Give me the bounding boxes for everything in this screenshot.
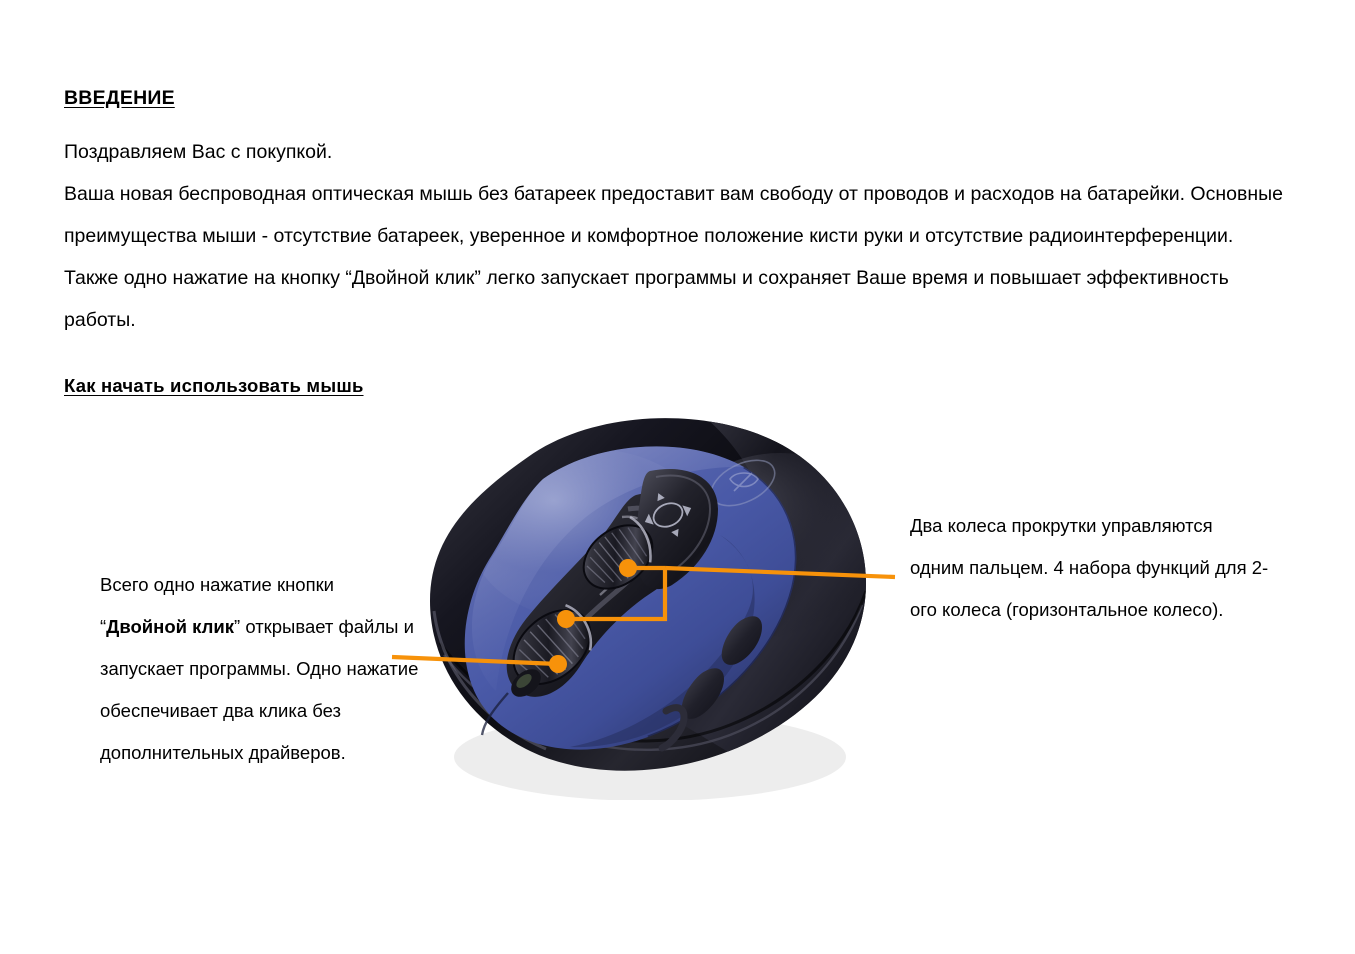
callout-left-part1: Всего одно нажатие кнопки “ [100, 573, 335, 637]
callout-right-scroll-wheels: Два колеса прокрутки управляются одним пальцем. 4 набора функций для 2-ого колеса (горизонтальное колесо). [910, 514, 1269, 620]
greeting-paragraph: Поздравляем Вас с покупкой. [64, 140, 333, 163]
mouse-product-image [400, 405, 900, 800]
callout-left-part2: ” открывает файлы и запускает программы. Одно нажатие обеспечивает два клика без дополнительных драйверов. [100, 615, 419, 763]
page-title: ВВЕДЕНИЕ [64, 87, 175, 110]
intro-paragraph: Ваша новая беспроводная оптическая мышь без батареек предоставит вам свободу от проводов и расходов на батарейки. Основные преимущества мыши - отсутствие батареек, уверенное и комфортное положение кисти руки и отсутствие радиоинтерференции. Также одно нажатие на кнопку “Двойной клик” легко запускает программы и сохраняет Ваше время и повышает эффективность работы. [64, 182, 1283, 331]
callout-left-bold: Двойной клик [106, 615, 235, 637]
section-heading-how-to-start: Как начать использовать мышь [64, 375, 364, 397]
callout-left-double-click [100, 564, 420, 774]
